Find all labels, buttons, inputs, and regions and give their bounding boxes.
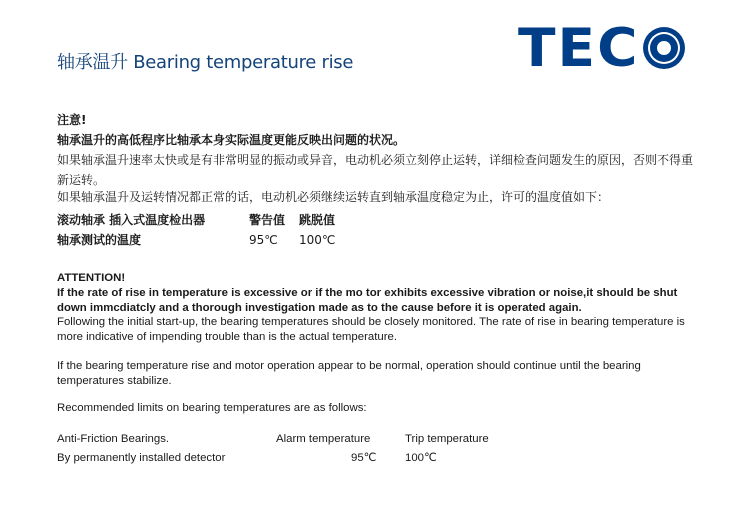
english-header-alarm: Alarm temperature: [276, 433, 371, 445]
english-table-row: [57, 451, 707, 466]
english-header-trip: Trip temperature: [405, 433, 489, 445]
english-header-bearing: Anti-Friction Bearings.: [57, 433, 170, 445]
english-recommended-limits: Recommended limits on bearing temperatures are as follows:: [57, 402, 367, 414]
english-table-header: [57, 432, 707, 447]
english-paragraph-2: If the bearing temperature rise and motor operation appear to be normal, operation should continue until the bearing temperatures stabilize.: [57, 360, 641, 387]
english-attention-label: ATTENTION!: [57, 272, 126, 284]
english-row-trip-value: 100℃: [405, 452, 437, 464]
chinese-row-trip-value: 100℃: [299, 233, 336, 247]
english-row-alarm-value: 95℃: [351, 452, 377, 464]
chinese-table-row: [57, 230, 707, 250]
teco-logo: [518, 17, 722, 79]
chinese-paragraph-1: 如果轴承温升速率太快或是有非常明显的振动或异音，电动机必须立刻停止运转，详细检查问题发生的原因，否则不得重新运转。: [57, 153, 694, 187]
chinese-header-trip: 跳脱值: [299, 213, 336, 227]
english-row-label: By permanently installed detector: [57, 452, 226, 464]
chinese-header-alarm: 警告值: [249, 213, 286, 227]
english-paragraph-1: Following the initial start-up, the bearing temperatures should be closely monitored. The rate of rise in bearing temperature is more indicative of impending trouble than is the actual temperature.: [57, 316, 685, 343]
chinese-row-alarm-value: 95℃: [249, 233, 278, 247]
chinese-table-header: [57, 210, 707, 230]
english-bold-warning: If the rate of rise in temperature is excessive or if the mo tor exhibits excessive vibration or noise,it should be shut down immcdiatcly and a thorough investigation made as to the cause before it is operated again.: [57, 287, 678, 314]
chinese-bold-warning: 轴承温升的高低程序比轴承本身实际温度更能反映出问题的状况。: [57, 133, 406, 147]
chinese-row-label: 轴承测试的温度: [57, 233, 142, 247]
chinese-header-bearing: 滚动轴承 插入式温度检出器: [57, 213, 206, 227]
logo-letters: TEC: [518, 17, 640, 79]
page-title: 轴承温升 Bearing temperature rise: [57, 52, 354, 73]
chinese-attention-label: 注意!: [57, 113, 87, 127]
swirl-o-icon: [641, 25, 687, 71]
chinese-paragraph-2: 如果轴承温升及运转情况都正常的话，电动机必须继续运转直到轴承温度稳定为止，许可的温度值如下：: [57, 190, 610, 204]
